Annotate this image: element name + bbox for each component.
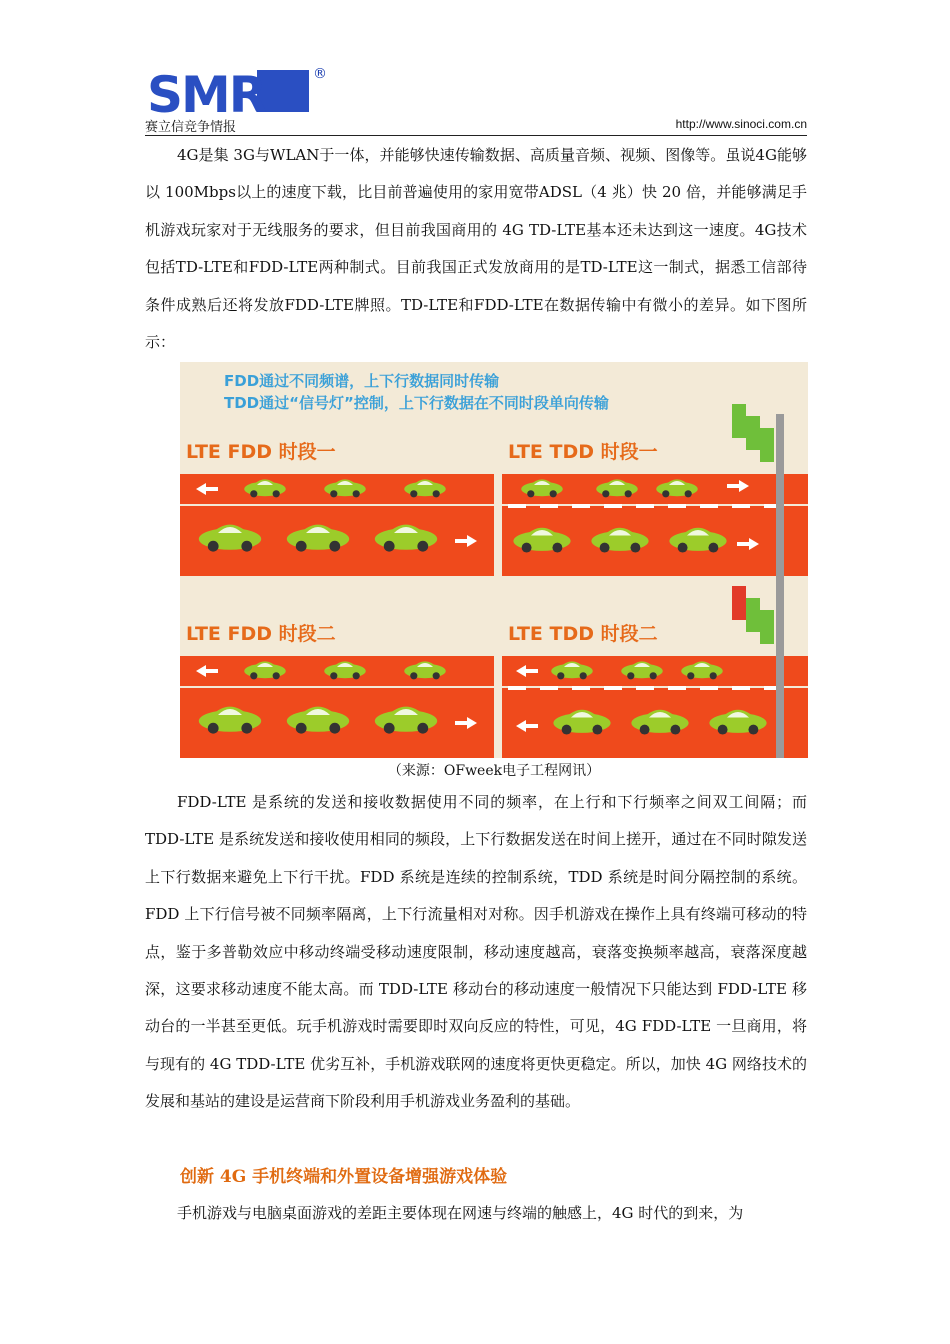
paragraph-fdd-tdd: FDD-LTE 是系统的发送和接收数据使用不同的频率，在上行和下行频率之间双工间隔；而 TDD-LTE 是系统发送和接收使用相同的频段，上下行数据发送在时间上搓开，通过在不同时隙发送上下行数据来避免上下行干扰。FDD 系统是连续的控制系统，TDD 系统是时间分隔控制的系统。FDD 上下行信号被不同频率隔离，上下行流量相对对称。因手机游戏在操作上具有终端可移动的特点，鉴于多普勒效应中移动终端受移动速度限制，移动速度越高，衰落变换频率越高，衰落深度越深，这要求移动速度不能太高。而 TDD-LTE 移动台的移动速度一般情况下只能达到 FDD-LTE 移动台的一半甚至更低。玩手机游戏时需要即时双向反应的特性，可见，4G FDD-LTE 一旦商用，将与现有的 4G TDD-LTE 优劣互补，手机游戏联网的速度将更快更稳定。所以，加快 4G 网络技术的发展和基站的建设是运营商下阶段利用手机游戏业务盈利的基础。 [145,793,807,1111]
lane-dash [732,686,750,690]
figure-caption: （来源：OFweek电子工程网讯） [387,763,601,779]
lane-dash [700,504,718,508]
lane-dash [508,504,526,508]
lane-dash [732,504,750,508]
lane-dash [508,686,526,690]
traffic-light-icon [760,610,774,644]
registered-mark: ® [313,66,327,82]
lane-dash [604,686,622,690]
section-heading: 创新 4G 手机终端和外置设备增强游戏体验 [180,1167,508,1187]
page-header [145,66,807,136]
panel-label: LTE FDD 时段二 [186,623,336,645]
header-divider [145,135,807,136]
lane-dash [668,686,686,690]
lane-dash [540,504,558,508]
lane-dash [700,686,718,690]
lane-dash [636,504,654,508]
signal-pole [776,596,784,758]
logo-wordmark: SMR [147,66,266,118]
lane-dash [572,686,590,690]
smr-logo [145,66,325,118]
traffic-light-icon [732,404,746,438]
figure-title-line2: TDD通过“信号灯”控制，上下行数据在不同时段单向传输 [224,394,609,412]
traffic-light-icon [746,598,760,632]
figure-title-line1: FDD通过不同频谱，上下行数据同时传输 [224,372,500,390]
paragraph-games: 手机游戏与电脑桌面游戏的差距主要体现在网速与终端的触感上，4G 时代的到来，为 [177,1204,744,1222]
paragraph-intro: 4G是集 3G与WLAN于一体，并能够快速传输数据、高质量音频、视频、图像等。虽说4G能够以 100Mbps以上的速度下载，比目前普遍使用的家用宽带ADSL（4 兆）快 20 倍，并能够满足手机游戏玩家对于无线服务的要求，但目前我国商用的 4G TD-LTE基本还未达到这一速度。4G技术包括TD-LTE和FDD-LTE两种制式。目前我国正式发放商用的是TD-LTE这一制式，据悉工信部待条件成熟后还将发放FDD-LTE牌照。TD-LTE和FDD-LTE在数据传输中有微小的差异。如下图所示： [145,146,807,352]
header-url[interactable]: http://www.sinoci.com.cn [675,117,807,131]
traffic-light-icon [746,416,760,450]
panel-label: LTE FDD 时段一 [186,441,336,463]
lane-dash [540,686,558,690]
lane-dash [604,504,622,508]
lane-dash [572,504,590,508]
panel-label: LTE TDD 时段二 [508,623,658,645]
traffic-light-icon [760,428,774,462]
traffic-light-icon [732,586,746,620]
company-name: 赛立信竞争情报 [145,120,237,135]
panel-label: LTE TDD 时段一 [508,441,658,463]
lane-dash [636,686,654,690]
fdd-tdd-figure [180,362,808,758]
lane-dash [668,504,686,508]
